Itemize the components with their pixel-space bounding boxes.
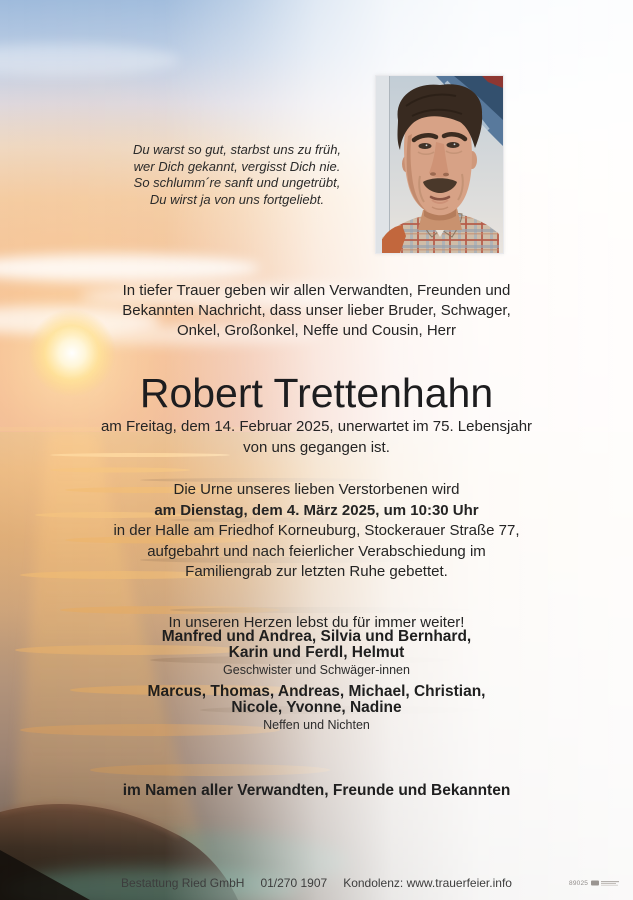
funeral-home-name: Bestattung Ried GmbH: [121, 876, 245, 890]
mourner-names-line: Manfred und Andrea, Silvia und Bernhard,: [161, 628, 472, 645]
footer: [0, 876, 633, 890]
mourner-names-line: Nicole, Yvonne, Nadine: [231, 699, 402, 716]
deceased-portrait-photo: [375, 75, 504, 254]
poem-line: So schlumm´re sanft und ungetrübt,: [133, 175, 341, 190]
funeral-line: Die Urne unseres lieben Verstorbenen wird: [173, 481, 460, 498]
print-ref-number: 89025: [569, 879, 589, 887]
closing-line: im Namen aller Verwandten, Freunde und Bekannten: [122, 781, 511, 799]
funeral-location: in der Halle am Friedhof Korneuburg, Stockerauer Straße 77,: [113, 522, 520, 539]
mourner-relation: Geschwister und Schwäger-innen: [223, 663, 410, 677]
deceased-name: Robert Trettenhahn: [139, 370, 494, 417]
poem-line: wer Dich gekannt, vergisst Dich nie.: [133, 158, 341, 174]
funeral-line: Familiengrab zur letzten Ruhe gebettet.: [185, 563, 448, 580]
printer-logo-icon: [591, 879, 621, 887]
intro-line: Onkel, Großonkel, Neffe und Cousin, Herr: [176, 322, 457, 339]
intro-paragraph: [0, 281, 633, 341]
condolence-link: Kondolenz: www.trauerfeier.info: [343, 876, 512, 890]
mourner-names-line: Karin und Ferdl, Helmut: [228, 644, 405, 661]
death-date-line: von uns gegangen ist.: [243, 439, 390, 456]
mourner-relation: Neffen und Nichten: [263, 718, 370, 732]
funeral-home-phone: 01/270 1907: [260, 876, 328, 890]
death-date-line: am Freitag, dem 14. Februar 2025, unerwartet im 75. Lebensjahr: [100, 418, 533, 435]
print-reference: [569, 879, 621, 887]
mourners-nieces-nephews: [0, 684, 633, 732]
memorial-poem: [103, 142, 371, 208]
funeral-details: [0, 480, 633, 583]
remembrance-line: In unseren Herzen lebst du für immer weiter!: [168, 614, 465, 631]
intro-line: Bekannten Nachricht, dass unser lieber Bruder, Schwager,: [122, 302, 511, 319]
poem-line: Du wirst ja von uns fortgeliebt.: [149, 191, 325, 207]
mourner-names-line: Marcus, Thomas, Andreas, Michael, Christian,: [147, 683, 486, 700]
poem-line: Du warst so gut, starbst uns zu früh,: [132, 142, 342, 157]
funeral-datetime: am Dienstag, dem 4. März 2025, um 10:30 Uhr: [154, 501, 479, 519]
funeral-line: aufgebahrt und nach feierlicher Verabschiedung im: [147, 542, 486, 560]
intro-line: In tiefer Trauer geben wir allen Verwandten, Freunden und: [122, 282, 511, 299]
death-date-paragraph: [0, 416, 633, 458]
mourners-siblings: [0, 629, 633, 677]
